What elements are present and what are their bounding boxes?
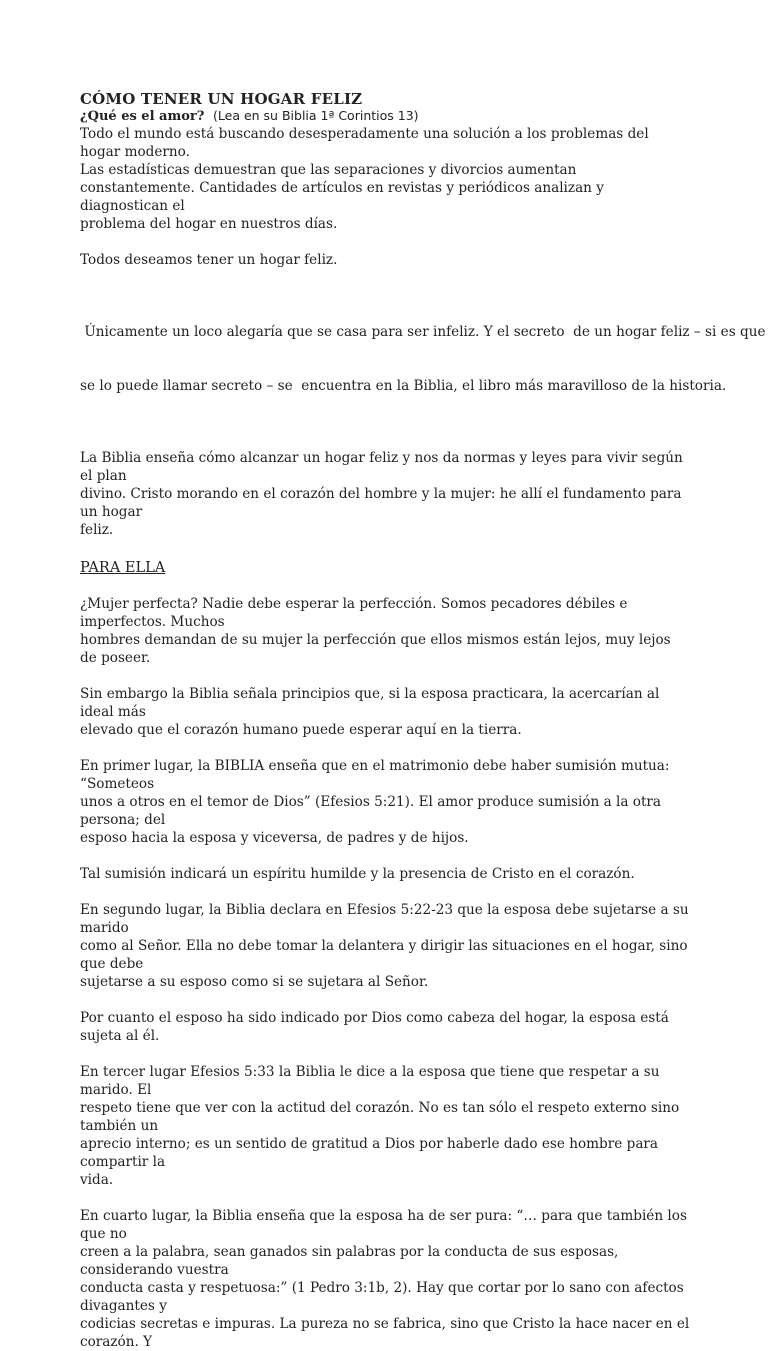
paragraph <box>80 685 690 739</box>
paragraph-line: vida. <box>80 1172 114 1188</box>
paragraph <box>80 1207 690 1351</box>
paragraph-line: divino. Cristo morando en el corazón del hombre y la mujer: he allí el fundamento para un hogar <box>80 486 682 520</box>
intro-line: constantemente. Cantidades de artículos en revistas y periódicos analizan y diagnostican el <box>80 180 604 214</box>
paragraph-line: Tal sumisión indicará un espíritu humilde y la presencia de Cristo en el corazón. <box>80 866 635 882</box>
paragraph-line: Por cuanto el esposo ha sido indicado por Dios como cabeza del hogar, la esposa está sujeta al él. <box>80 1010 669 1044</box>
paragraph-line: La Biblia enseña cómo alcanzar un hogar feliz y nos da normas y leyes para vivir según el plan <box>80 450 683 484</box>
paragraph-line: codicias secretas e impuras. La pureza no se fabrica, sino que Cristo la hace nacer en el corazón. Y <box>80 1316 690 1350</box>
paragraph-line: elevado que el corazón humano puede esperar aquí en la tierra. <box>80 722 522 738</box>
paragraph-line: se lo puede llamar secreto – se encuentra en la Biblia, el libro más maravilloso de la historia. <box>80 378 727 394</box>
paragraph <box>80 1063 690 1189</box>
paragraph <box>80 1009 690 1045</box>
subtitle <box>80 108 690 125</box>
paragraph-line: hombres demandan de su mujer la perfección que ellos mismos están lejos, muy lejos de poseer. <box>80 632 671 666</box>
paragraph-line: esposo hacia la esposa y viceversa, de padres y de hijos. <box>80 830 469 846</box>
paragraph-line: respeto tiene que ver con la actitud del corazón. No es tan sólo el respeto externo sino también un <box>80 1100 680 1134</box>
paragraph-line: sujetarse a su esposo como si se sujetara al Señor. <box>80 974 429 990</box>
paragraph-line: Todos deseamos tener un hogar feliz. <box>80 252 338 268</box>
intro-line: problema del hogar en nuestros días. <box>80 216 338 232</box>
paragraph <box>80 901 690 991</box>
subtitle-reference: (Lea en su Biblia 1ª Corintios 13) <box>213 108 419 123</box>
subtitle-question: ¿Qué es el amor? <box>80 109 205 124</box>
paragraph <box>80 287 766 431</box>
paragraph-line: creen a la palabra, sean ganados sin palabras por la conducta de sus esposas, considerando vuestra <box>80 1244 619 1278</box>
page-title: CÓMO TENER UN HOGAR FELIZ <box>80 90 363 108</box>
paragraph-line: Únicamente un loco alegaría que se casa para ser infeliz. Y el secreto de un hogar feliz – si es que <box>80 324 766 340</box>
paragraph-line: En segundo lugar, la Biblia declara en Efesios 5:22-23 que la esposa debe sujetarse a su marido <box>80 902 689 936</box>
paragraph-line: conducta casta y respetuosa:” (1 Pedro 3:1b, 2). Hay que cortar por lo sano con afectos divagantes y <box>80 1280 684 1314</box>
paragraph-line: En tercer lugar Efesios 5:33 la Biblia le dice a la esposa que tiene que respetar a su marido. El <box>80 1064 660 1098</box>
paragraph-line: En primer lugar, la BIBLIA enseña que en el matrimonio debe haber sumisión mutua: “Someteos <box>80 758 670 792</box>
section-heading: PARA ELLA <box>80 560 166 576</box>
paragraph <box>80 449 690 539</box>
intro-line: Todo el mundo está buscando desesperadamente una solución a los problemas del hogar moderno. <box>80 126 649 160</box>
document-page <box>80 90 766 1351</box>
paragraph-line: Sin embargo la Biblia señala principios que, si la esposa practicara, la acercarían al ideal más <box>80 686 660 720</box>
paragraph <box>80 865 690 883</box>
paragraph-line: En cuarto lugar, la Biblia enseña que la esposa ha de ser pura: “… para que también los que no <box>80 1208 687 1242</box>
paragraph <box>80 251 690 269</box>
paragraph-line: ¿Mujer perfecta? Nadie debe esperar la perfección. Somos pecadores débiles e imperfectos. Muchos <box>80 596 628 630</box>
intro-paragraph <box>80 125 690 233</box>
paragraph <box>80 595 690 667</box>
paragraph <box>80 757 690 847</box>
paragraph-line: como al Señor. Ella no debe tomar la delantera y dirigir las situaciones en el hogar, sino que debe <box>80 938 688 972</box>
intro-line: Las estadísticas demuestran que las separaciones y divorcios aumentan <box>80 162 577 178</box>
paragraph-line: aprecio interno; es un sentido de gratitud a Dios por haberle dado ese hombre para compartir la <box>80 1136 659 1170</box>
paragraph-line: feliz. <box>80 522 114 538</box>
paragraph-line: unos a otros en el temor de Dios” (Efesios 5:21). El amor produce sumisión a la otra persona; del <box>80 794 662 828</box>
